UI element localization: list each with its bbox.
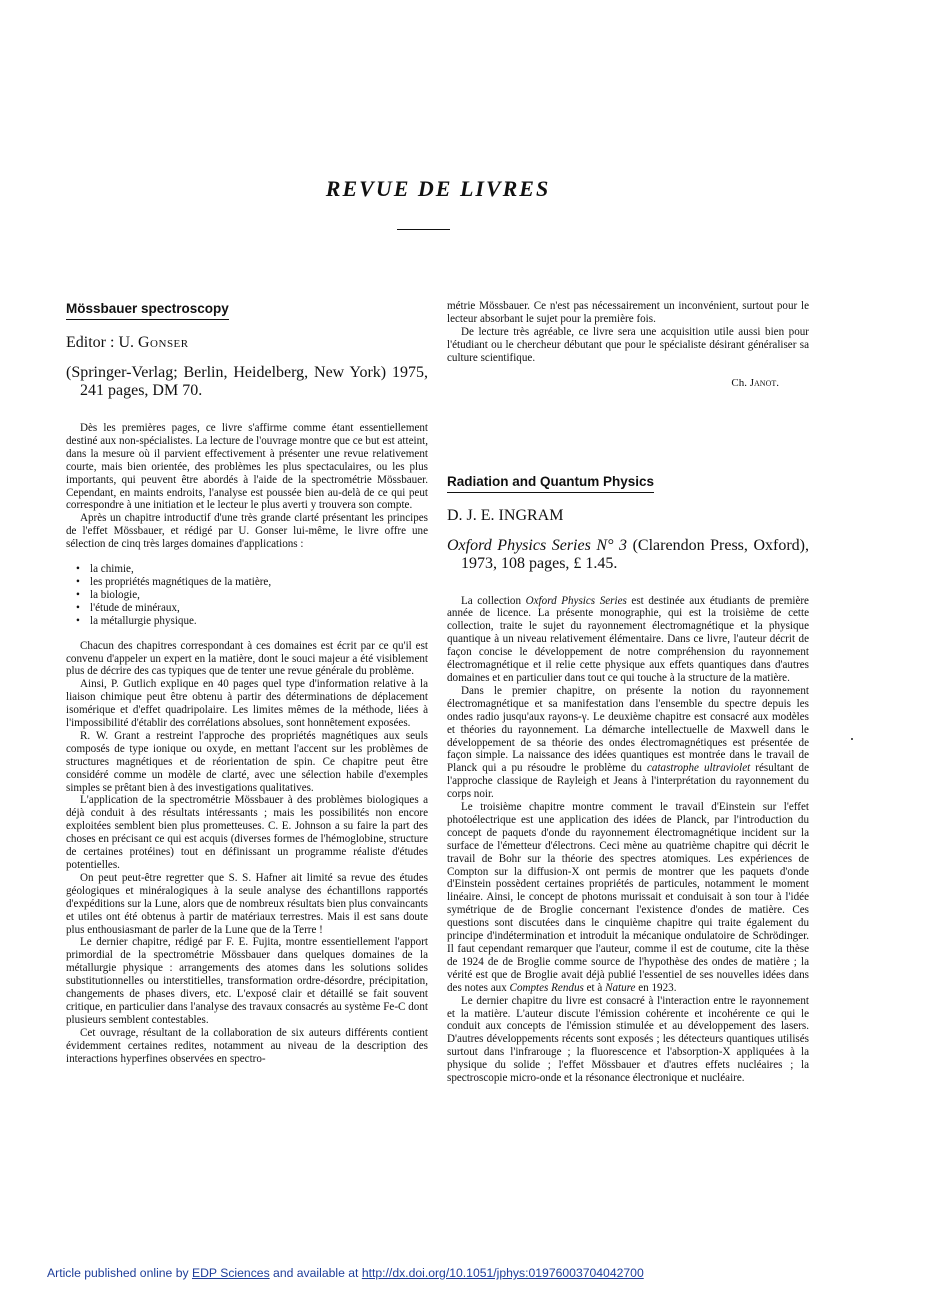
paragraph: Chacun des chapitres correspondant à ces domaines est écrit par ce qu'il est convenu d'appeler un expert en la matière, dont le souci majeur a été visiblement plus de décrire des cas typiques que de tenter une revue générale du problème. (66, 639, 428, 678)
paragraph: R. W. Grant a restreint l'approche des propriétés magnétiques aux seuls composés de type ionique ou oxyde, en mettant l'accent sur les problèmes de structures magnétiques et de réorientation de spin. Ce chapitre peut être considéré comme un modèle de clarté, avec une sélection habile d'exemples simples se prêtant bien à des investigations qualitatives. (66, 729, 428, 794)
paragraph: Cet ouvrage, résultant de la collaboration de six auteurs différents contient évidemment certaines redites, notamment au niveau de la description des interactions hyperfines observées en spectro- (66, 1026, 428, 1065)
review-body (66, 422, 428, 1066)
list-item: • la biologie, (76, 588, 140, 601)
paragraph: La collection Oxford Physics Series est destinée aux étudiants de première année de licence. La présente monographie, qui est la troisième de cette collection, traite le sujet du rayonnement électromagnétique et la physique quantique à un niveau relativement élémentaire. Dans ce livre, l'auteur décrit de façon concise le développement de notre compréhension du rayonnement électromagnétique et il relie cette physique aux effets quantiques dans d'autres domaines et en particulier dans tout ce qui touche à la structure de la matière. (447, 594, 809, 684)
scan-speck (851, 738, 853, 740)
paragraph: L'application de la spectrométrie Mössbauer à des problèmes biologiques a déjà conduit à des résultats intéressants ; mais les possibilités non encore exploitées semblent bien plus prometteuses. C. E. Johnson a su faire la part des choses en précisant ce qui est acquis (diverses formes de l'hémoglobine, structure de certaines protéines) tout en définissant un programme réaliste d'études potentielles. (66, 794, 428, 871)
paragraph: Le dernier chapitre du livre est consacré à l'interaction entre le rayonnement et la matière. L'auteur discute l'émission cohérente et incohérente ce qui le conduit aux concepts de l'émission stimulée et au développement des lasers. D'autres développements récents sont exposés ; les détecteurs quantiques utilisés surtout dans l'infrarouge ; la fluorescence et l'absorption-X appliquées à la physique du solide ; l'effet Mössbauer et d'autres effets nucléaires ; la spectroscopie micro-onde et la résonance électronique et nucléaire. (447, 994, 809, 1085)
review-radiation (447, 473, 809, 1085)
application-list (66, 563, 428, 628)
left-column (66, 300, 428, 1066)
author-name: Gonser (138, 334, 189, 351)
paragraph-continuation: métrie Mössbauer. Ce n'est pas nécessairement un inconvénient, surtout pour le lecteur absorbant le sujet pour la première fois. (447, 300, 809, 325)
review-body (447, 595, 809, 1085)
author-prefix: Editor : U. (66, 334, 134, 351)
doi-link[interactable]: http://dx.doi.org/10.1051/jphys:01976003704042700 (361, 1266, 644, 1280)
page-title: REVUE DE LIVRES (325, 176, 551, 201)
paragraph: De lecture très agréable, ce livre sera une acquisition utile aussi bien pour l'étudiant ou le chercheur débutant que pour le spécialiste désirant généraliser sa culture scientifique. (447, 325, 809, 364)
right-column (447, 300, 809, 1085)
paragraph: Le troisième chapitre montre comment le travail d'Einstein sur l'effet photoélectrique est une application des idées de Planck, par l'introduction du concept de paquets d'onde du rayonnement électromagnétique incident sur la surface de l'émetteur d'électrons. Ceci mène au quatrième chapitre qui décrit le travail de Bohr sur la théorie des spectres atomiques. Les expériences de Compton sur la diffusion-X ont permis de montrer que les paquets d'onde d'Einstein possèdent certaines propriétés de particules, notamment le moment linéaire. Ainsi, le concept de photons murissait et conduisait à son tour à l'idée symétrique de de Broglie concernant l'existence d'ondes de matière. Ces questions sont discutées dans le cinquième chapitre qui traite également du principe d'indétermination et introduit la mécanique ondulatoire de Schrödinger. Il faut cependant remarquer que l'auteur, comme il est de coutume, cite la thèse de 1924 de de Broglie comme source de l'hypothèse des ondes de matière ; la vérité est que de Broglie avait déjà publié l'essentiel de ses nouvelles idées dans des notes aux Comptes Rendus et à Nature en 1923. (447, 801, 809, 994)
publication-info: Oxford Physics Series N° 3 (Clarendon Press, Oxford), 1973, 108 pages, £ 1.45. (447, 536, 810, 572)
title-divider (397, 229, 450, 230)
paragraph: On peut peut-être regretter que S. S. Hafner ait limité sa revue des études géologiques et minéralogiques à la seule analyse des échantillons rapportés d'expéditions sur la Lune, alors que de nombreux résultats bien plus convaincants et utiles ont été obtenus à partir de matériaux terrestres. Mais il est sans doute plus enthousiasmant de parler de la Lune que de la Terre ! (66, 871, 428, 936)
list-item: • la chimie, (76, 563, 134, 576)
review-heading-radiation: Radiation and Quantum Physics (447, 474, 654, 493)
reviewer-signature: Ch. Janot. (731, 376, 779, 389)
review-author (66, 334, 428, 352)
publication-footer: Article published online by EDP Sciences and available at http://dx.doi.org/10.1051/jphys:01976003704042700 (47, 1266, 644, 1280)
paragraph: Après un chapitre introductif d'une très grande clarté présentant les principes de l'effet Mössbauer, et rédigé par U. Gonser lui-même, le livre offre une sélection de cinq très larges domaines d'applications : (66, 512, 428, 551)
review-author: D. J. E. INGRAM (447, 506, 564, 524)
review-heading-mossbauer: Mössbauer spectroscopy (66, 301, 229, 320)
list-item: • la métallurgie physique. (76, 614, 197, 627)
paragraph: Dès les premières pages, ce livre s'affirme comme étant essentiellement destiné aux non-spécialistes. La lecture de l'ouvrage montre que ce but est atteint, dans la mesure où il parvient effectivement à présenter une revue relativement courte, mais bien orientée, des problèmes les plus spectaculaires, ou les plus importants, qui peuvent être abordés à l'aide de la spectrométrie Mössbauer. Cependant, en maints endroits, l'analyse est poussée bien au-delà de ce qui peut correspondre à une initiation et le lecteur le plus averti y trouvera son compte. (66, 422, 428, 512)
list-item: • l'étude de minéraux, (76, 601, 180, 614)
list-item: • les propriétés magnétiques de la matière, (76, 575, 272, 588)
paragraph: Ainsi, P. Gutlich explique en 40 pages quel type d'information relative à la liaison chimique peut être obtenu à partir des déterminations de déplacement isomérique et d'effet quadripolaire. Les limites mêmes de la méthode, liées à l'impossibilité d'établir des corrélations absolues, sont honnêtement exposées. (66, 678, 428, 730)
paragraph: Le dernier chapitre, rédigé par F. E. Fujita, montre essentiellement l'apport primordial de la spectrométrie Mössbauer dans quelques domaines de la métallurgie physique : arrangements des atomes dans les solutions solides substitutionnelles ou interstitielles, transformation ordre-désordre, précipitation, changements de phases divers, etc. L'exposé clair et détaillé se fait souvent critique, en particulier dans l'analyse des travaux consacrés au système Fe-C dont plusieurs semblent contestables. (66, 936, 428, 1026)
paragraph: Dans le premier chapitre, on présente la notion du rayonnement électromagnétique et sa manifestation dans l'ensemble du spectre depuis les ondes radio jusqu'aux rayons-γ. Le deuxième chapitre est consacré aux modèles et théories du rayonnement. La démarche intellectuelle de Maxwell dans le développement de sa théorie des ondes électromagnétiques est présentée de façon simple. La naissance des idées quantiques est montrée dans le travail de Planck qui a pu résoudre le problème du catastrophe ultraviolet résultant de l'approche classique de Rayleigh et Jeans à l'interprétation du rayonnement du corps noir. (447, 684, 810, 801)
publication-info: (Springer-Verlag; Berlin, Heidelberg, New York) 1975, 241 pages, DM 70. (66, 364, 428, 399)
publisher-link[interactable]: EDP Sciences (191, 1266, 270, 1280)
